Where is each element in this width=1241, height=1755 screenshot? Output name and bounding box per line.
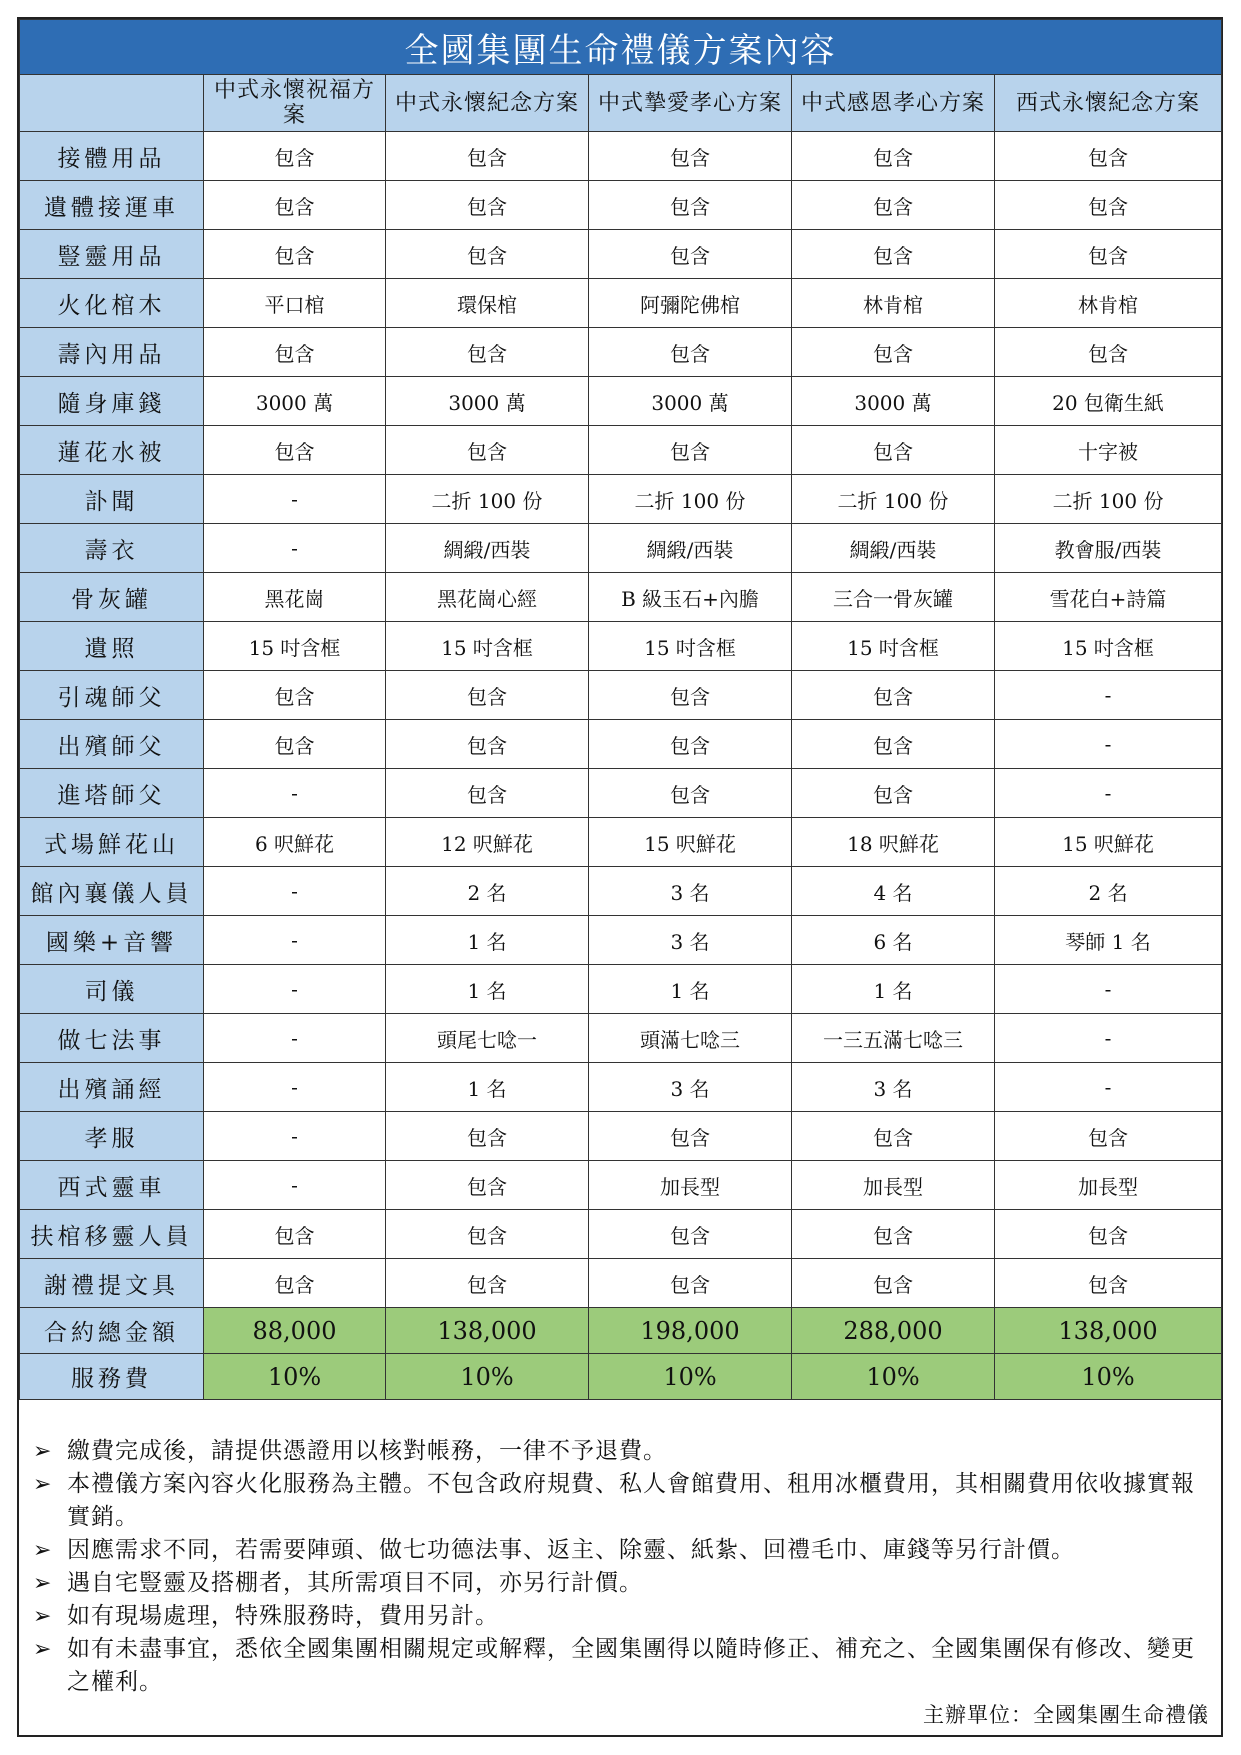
cell-value: 10% xyxy=(589,1354,792,1400)
table-row xyxy=(20,279,1222,328)
cell-value: 1 名 xyxy=(589,965,792,1014)
cell-value: 包含 xyxy=(589,1259,792,1308)
row-label: 式場鮮花山 xyxy=(20,818,204,867)
cell-value: 包含 xyxy=(792,181,995,230)
table-row xyxy=(20,720,1222,769)
cell-value: 包含 xyxy=(204,328,386,377)
cell-value: 88,000 xyxy=(204,1308,386,1354)
cell-value: 黑花崗心經 xyxy=(386,573,589,622)
cell-value: 15 吋含框 xyxy=(386,622,589,671)
cell-value: 二折 100 份 xyxy=(386,475,589,524)
cell-value: 15 呎鮮花 xyxy=(995,818,1222,867)
cell-value: - xyxy=(204,524,386,573)
table-row xyxy=(20,328,1222,377)
table-row xyxy=(20,573,1222,622)
cell-value: 包含 xyxy=(792,1112,995,1161)
cell-value: 包含 xyxy=(589,230,792,279)
cell-value: 頭尾七唸一 xyxy=(386,1014,589,1063)
cell-value: 加長型 xyxy=(995,1161,1222,1210)
cell-value: 包含 xyxy=(589,181,792,230)
cell-value: 環保棺 xyxy=(386,279,589,328)
cell-value: 包含 xyxy=(204,132,386,181)
arrow-bullet-icon: ➢ xyxy=(33,1538,53,1563)
table-row xyxy=(20,622,1222,671)
cell-value: 教會服/西裝 xyxy=(995,524,1222,573)
row-label: 出殯師父 xyxy=(20,720,204,769)
note-text: 繳費完成後，請提供憑證用以核對帳務，一律不予退費。 xyxy=(67,1438,667,1464)
row-label: 館內襄儀人員 xyxy=(20,867,204,916)
cell-value: 綢緞/西裝 xyxy=(589,524,792,573)
table-row xyxy=(20,965,1222,1014)
table-row xyxy=(20,475,1222,524)
row-label: 壽衣 xyxy=(20,524,204,573)
cell-value: 10% xyxy=(386,1354,589,1400)
row-label: 服務費 xyxy=(20,1354,204,1400)
row-label: 訃聞 xyxy=(20,475,204,524)
cell-value: 12 呎鮮花 xyxy=(386,818,589,867)
table-row xyxy=(20,132,1222,181)
cell-value: 3000 萬 xyxy=(204,377,386,426)
note-item xyxy=(33,1534,1207,1567)
cell-value: 包含 xyxy=(995,328,1222,377)
cell-value: 138,000 xyxy=(995,1308,1222,1354)
cell-value: 15 吋含框 xyxy=(792,622,995,671)
table-row xyxy=(20,769,1222,818)
cell-value: 1 名 xyxy=(386,965,589,1014)
cell-value: - xyxy=(995,1014,1222,1063)
cell-value: 包含 xyxy=(792,769,995,818)
row-label: 司儀 xyxy=(20,965,204,1014)
cell-value: 包含 xyxy=(204,1259,386,1308)
cell-value: 包含 xyxy=(995,181,1222,230)
cell-value: - xyxy=(204,867,386,916)
cell-value: - xyxy=(995,965,1222,1014)
cell-value: 包含 xyxy=(995,1259,1222,1308)
row-label: 謝禮提文具 xyxy=(20,1259,204,1308)
table-row xyxy=(20,524,1222,573)
cell-value: - xyxy=(995,720,1222,769)
plan-comparison-table xyxy=(19,19,1222,1400)
cell-value: 15 吋含框 xyxy=(995,622,1222,671)
row-label: 隨身庫錢 xyxy=(20,377,204,426)
cell-value: 十字被 xyxy=(995,426,1222,475)
cell-value: 2 名 xyxy=(386,867,589,916)
table-row xyxy=(20,426,1222,475)
table-row xyxy=(20,867,1222,916)
row-label: 扶棺移靈人員 xyxy=(20,1210,204,1259)
cell-value: 包含 xyxy=(204,720,386,769)
cell-value: 包含 xyxy=(204,1210,386,1259)
funeral-plan-sheet xyxy=(17,17,1223,1737)
cell-value: 包含 xyxy=(204,230,386,279)
cell-value: 288,000 xyxy=(792,1308,995,1354)
cell-value: 包含 xyxy=(589,720,792,769)
cell-value: 包含 xyxy=(792,328,995,377)
cell-value: 綢緞/西裝 xyxy=(792,524,995,573)
cell-value: 包含 xyxy=(386,720,589,769)
header-blank xyxy=(20,75,204,132)
table-row xyxy=(20,1112,1222,1161)
cell-value: 包含 xyxy=(386,230,589,279)
plan-header: 中式永懷紀念方案 xyxy=(386,75,589,132)
cell-value: 包含 xyxy=(386,328,589,377)
cell-value: 包含 xyxy=(386,426,589,475)
cell-value: - xyxy=(204,769,386,818)
cell-value: 包含 xyxy=(995,1210,1222,1259)
cell-value: 包含 xyxy=(386,769,589,818)
arrow-bullet-icon: ➢ xyxy=(33,1472,53,1497)
cell-value: 15 呎鮮花 xyxy=(589,818,792,867)
cell-value: 雪花白+詩篇 xyxy=(995,573,1222,622)
table-row xyxy=(20,1161,1222,1210)
cell-value: 198,000 xyxy=(589,1308,792,1354)
cell-value: 包含 xyxy=(792,132,995,181)
note-text: 遇自宅豎靈及搭棚者，其所需項目不同，亦另行計價。 xyxy=(67,1570,643,1596)
cell-value: 包含 xyxy=(792,671,995,720)
cell-value: 3 名 xyxy=(589,1063,792,1112)
cell-value: 包含 xyxy=(589,328,792,377)
organizer-credit: 主辦單位：全國集團生命禮儀 xyxy=(923,1703,1209,1727)
cell-value: 15 吋含框 xyxy=(589,622,792,671)
cell-value: 二折 100 份 xyxy=(589,475,792,524)
cell-value: 包含 xyxy=(589,1112,792,1161)
cell-value: - xyxy=(204,1063,386,1112)
row-label: 骨灰罐 xyxy=(20,573,204,622)
table-row xyxy=(20,671,1222,720)
row-label: 進塔師父 xyxy=(20,769,204,818)
cell-value: 黑花崗 xyxy=(204,573,386,622)
row-label: 蓮花水被 xyxy=(20,426,204,475)
cell-value: 林肯棺 xyxy=(792,279,995,328)
plan-header: 中式永懷祝福方案 xyxy=(204,75,386,132)
cell-value: 15 吋含框 xyxy=(204,622,386,671)
cell-value: 包含 xyxy=(792,720,995,769)
summary-row xyxy=(20,1308,1222,1354)
table-row xyxy=(20,1014,1222,1063)
cell-value: - xyxy=(995,769,1222,818)
cell-value: 加長型 xyxy=(589,1161,792,1210)
cell-value: 包含 xyxy=(792,1259,995,1308)
plan-header: 中式感恩孝心方案 xyxy=(792,75,995,132)
cell-value: 包含 xyxy=(386,132,589,181)
cell-value: 包含 xyxy=(386,181,589,230)
row-label: 遺體接運車 xyxy=(20,181,204,230)
cell-value: 包含 xyxy=(792,1210,995,1259)
row-label: 西式靈車 xyxy=(20,1161,204,1210)
cell-value: 6 呎鮮花 xyxy=(204,818,386,867)
row-label: 合約總金額 xyxy=(20,1308,204,1354)
row-label: 豎靈用品 xyxy=(20,230,204,279)
cell-value: 10% xyxy=(792,1354,995,1400)
notes-section xyxy=(19,1429,1221,1699)
note-item xyxy=(33,1567,1207,1600)
cell-value: 3 名 xyxy=(589,867,792,916)
table-row xyxy=(20,377,1222,426)
arrow-bullet-icon: ➢ xyxy=(33,1604,53,1629)
table-row xyxy=(20,818,1222,867)
cell-value: 1 名 xyxy=(386,1063,589,1112)
cell-value: 平口棺 xyxy=(204,279,386,328)
row-label: 國樂+音響 xyxy=(20,916,204,965)
cell-value: 3 名 xyxy=(792,1063,995,1112)
cell-value: - xyxy=(995,1063,1222,1112)
cell-value: 4 名 xyxy=(792,867,995,916)
note-item xyxy=(33,1600,1207,1633)
row-label: 壽內用品 xyxy=(20,328,204,377)
cell-value: 加長型 xyxy=(792,1161,995,1210)
note-item xyxy=(33,1633,1207,1699)
row-label: 引魂師父 xyxy=(20,671,204,720)
cell-value: 3 名 xyxy=(589,916,792,965)
cell-value: - xyxy=(204,1014,386,1063)
note-text: 因應需求不同，若需要陣頭、做七功德法事、返主、除靈、紙紮、回禮毛巾、庫錢等另行計價。 xyxy=(67,1537,1075,1563)
cell-value: 二折 100 份 xyxy=(792,475,995,524)
cell-value: 包含 xyxy=(386,1161,589,1210)
row-label: 孝服 xyxy=(20,1112,204,1161)
plan-header: 西式永懷紀念方案 xyxy=(995,75,1222,132)
cell-value: 10% xyxy=(204,1354,386,1400)
row-label: 火化棺木 xyxy=(20,279,204,328)
cell-value: 頭滿七唸三 xyxy=(589,1014,792,1063)
cell-value: 3000 萬 xyxy=(589,377,792,426)
cell-value: 10% xyxy=(995,1354,1222,1400)
cell-value: 1 名 xyxy=(386,916,589,965)
cell-value: 2 名 xyxy=(995,867,1222,916)
cell-value: - xyxy=(204,1112,386,1161)
cell-value: 阿彌陀佛棺 xyxy=(589,279,792,328)
cell-value: 一三五滿七唸三 xyxy=(792,1014,995,1063)
cell-value: 包含 xyxy=(386,1259,589,1308)
cell-value: 三合一骨灰罐 xyxy=(792,573,995,622)
cell-value: 包含 xyxy=(995,132,1222,181)
row-label: 遺照 xyxy=(20,622,204,671)
arrow-bullet-icon: ➢ xyxy=(33,1439,53,1464)
table-row xyxy=(20,1210,1222,1259)
arrow-bullet-icon: ➢ xyxy=(33,1637,53,1662)
table-row xyxy=(20,1259,1222,1308)
cell-value: 包含 xyxy=(204,671,386,720)
note-item xyxy=(33,1468,1207,1534)
cell-value: - xyxy=(204,1161,386,1210)
cell-value: 包含 xyxy=(792,230,995,279)
table-row xyxy=(20,181,1222,230)
plan-header: 中式摯愛孝心方案 xyxy=(589,75,792,132)
cell-value: 包含 xyxy=(204,426,386,475)
table-row xyxy=(20,916,1222,965)
cell-value: 138,000 xyxy=(386,1308,589,1354)
cell-value: 包含 xyxy=(589,426,792,475)
cell-value: 1 名 xyxy=(792,965,995,1014)
note-text: 如有現場處理，特殊服務時，費用另計。 xyxy=(67,1603,499,1629)
cell-value: 包含 xyxy=(386,1210,589,1259)
cell-value: 3000 萬 xyxy=(386,377,589,426)
summary-row xyxy=(20,1354,1222,1400)
cell-value: 包含 xyxy=(386,1112,589,1161)
cell-value: 綢緞/西裝 xyxy=(386,524,589,573)
note-item xyxy=(33,1435,1207,1468)
cell-value: 包含 xyxy=(589,132,792,181)
cell-value: 林肯棺 xyxy=(995,279,1222,328)
cell-value: 包含 xyxy=(386,671,589,720)
table-row xyxy=(20,230,1222,279)
row-label: 做七法事 xyxy=(20,1014,204,1063)
cell-value: 包含 xyxy=(589,671,792,720)
cell-value: 6 名 xyxy=(792,916,995,965)
page-title: 全國集團生命禮儀方案內容 xyxy=(20,20,1222,75)
cell-value: - xyxy=(204,916,386,965)
cell-value: 二折 100 份 xyxy=(995,475,1222,524)
cell-value: 包含 xyxy=(995,230,1222,279)
cell-value: - xyxy=(204,965,386,1014)
cell-value: 包含 xyxy=(589,769,792,818)
cell-value: 18 呎鮮花 xyxy=(792,818,995,867)
cell-value: - xyxy=(995,671,1222,720)
cell-value: - xyxy=(204,475,386,524)
cell-value: 包含 xyxy=(792,426,995,475)
cell-value: 包含 xyxy=(589,1210,792,1259)
arrow-bullet-icon: ➢ xyxy=(33,1571,53,1596)
cell-value: 20 包衛生紙 xyxy=(995,377,1222,426)
cell-value: 包含 xyxy=(204,181,386,230)
row-label: 出殯誦經 xyxy=(20,1063,204,1112)
row-label: 接體用品 xyxy=(20,132,204,181)
cell-value: 琴師 1 名 xyxy=(995,916,1222,965)
cell-value: 包含 xyxy=(995,1112,1222,1161)
note-text: 本禮儀方案內容火化服務為主體。不包含政府規費、私人會館費用、租用冰櫃費用，其相關費用依收據實報實銷。 xyxy=(67,1471,1195,1530)
table-row xyxy=(20,1063,1222,1112)
cell-value: B 級玉石+內膽 xyxy=(589,573,792,622)
note-text: 如有未盡事宜，悉依全國集團相關規定或解釋，全國集團得以隨時修正、補充之、全國集團保有修改、變更之權利。 xyxy=(67,1636,1195,1695)
cell-value: 3000 萬 xyxy=(792,377,995,426)
